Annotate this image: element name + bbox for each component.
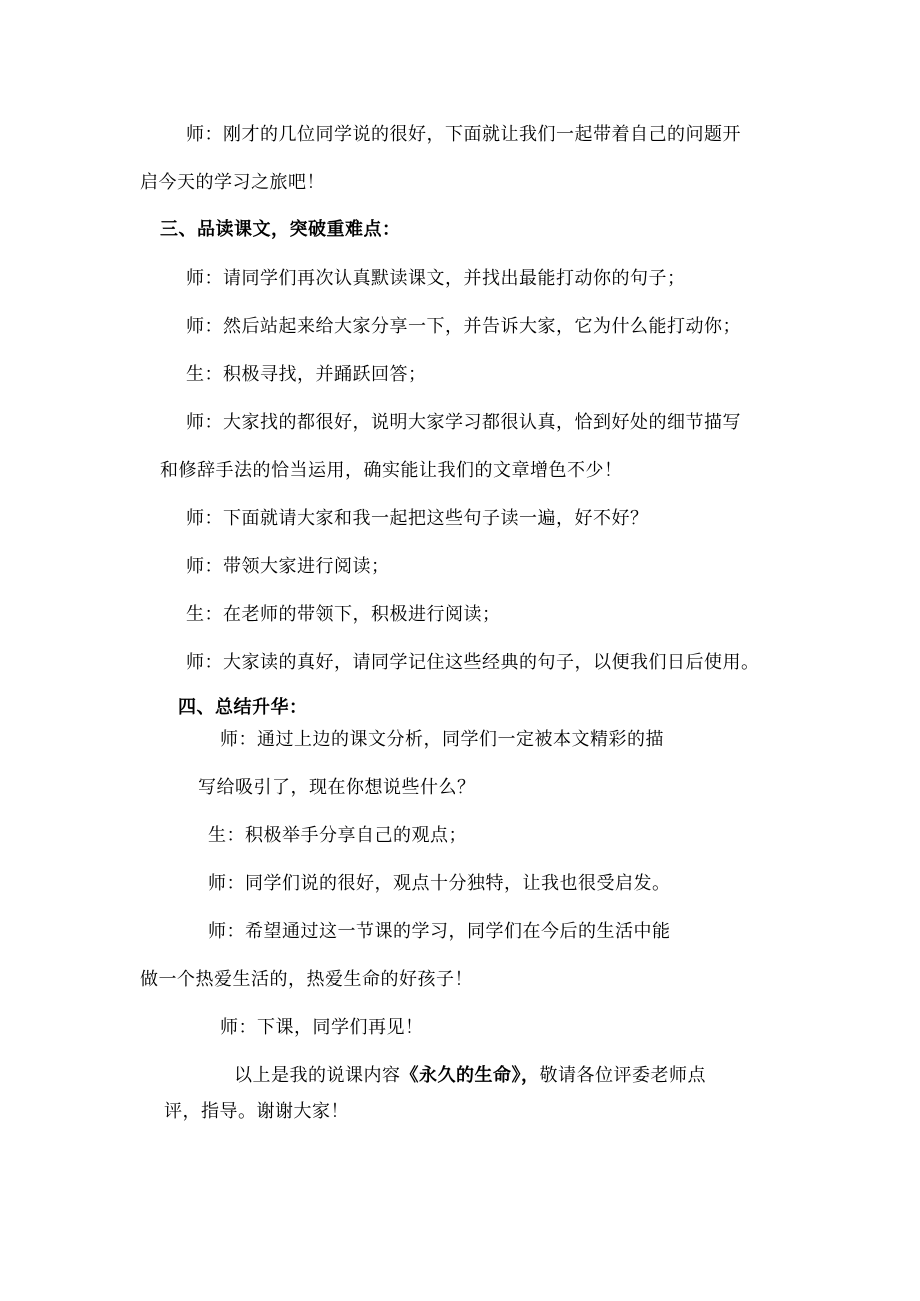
paragraph-line: 师：下课，同学们再见！ — [220, 1017, 424, 1038]
closing-title: 《永久的生命》， — [400, 1065, 540, 1086]
section-heading: 四、总结升华： — [178, 697, 308, 718]
paragraph-line: 师：大家读的真好，请同学记住这些经典的句子，以便我们日后使用。 — [186, 652, 760, 673]
paragraph-line: 生：积极举手分享自己的观点； — [208, 825, 467, 846]
closing-line-2: 评，指导。谢谢大家！ — [164, 1101, 349, 1122]
paragraph-line: 师：请同学们再次认真默读课文，并找出最能打动你的句子； — [186, 268, 686, 289]
section-heading: 三、品读课文，突破重难点： — [160, 219, 401, 240]
paragraph-line: 师：然后站起来给大家分享一下，并告诉大家，它为什么能打动你； — [186, 316, 741, 337]
paragraph-line: 师：同学们说的很好，观点十分独特，让我也很受启发。 — [208, 873, 671, 894]
paragraph-line: 师：下面就请大家和我一起把这些句子读一遍，好不好？ — [186, 508, 649, 529]
closing-suffix: 敬请各位评委老师点 — [539, 1065, 706, 1086]
paragraph-line: 启今天的学习之旅吧！ — [140, 172, 325, 193]
closing-line — [234, 1065, 706, 1087]
paragraph-line: 师：希望通过这一节课的学习，同学们在今后的生活中能 — [208, 921, 671, 942]
paragraph-line: 写给吸引了，现在你想说些什么？ — [198, 777, 476, 798]
paragraph-line: 师：通过上边的课文分析，同学们一定被本文精彩的描 — [220, 729, 664, 750]
paragraph-line: 和修辞手法的恰当运用，确实能让我们的文章增色不少！ — [160, 460, 623, 481]
paragraph-line: 师：带领大家进行阅读； — [186, 556, 390, 577]
paragraph-line: 师：刚才的几位同学说的很好，下面就让我们一起带着自己的问题开 — [186, 124, 741, 145]
paragraph-line: 做一个热爱生活的，热爱生命的好孩子！ — [140, 969, 473, 990]
paragraph-line: 师：大家找的都很好，说明大家学习都很认真，恰到好处的细节描写 — [186, 412, 741, 433]
closing-prefix: 以上是我的说课内容 — [234, 1065, 401, 1086]
paragraph-line: 生：积极寻找，并踊跃回答； — [186, 364, 427, 385]
paragraph-line: 生：在老师的带领下，积极进行阅读； — [186, 604, 501, 625]
